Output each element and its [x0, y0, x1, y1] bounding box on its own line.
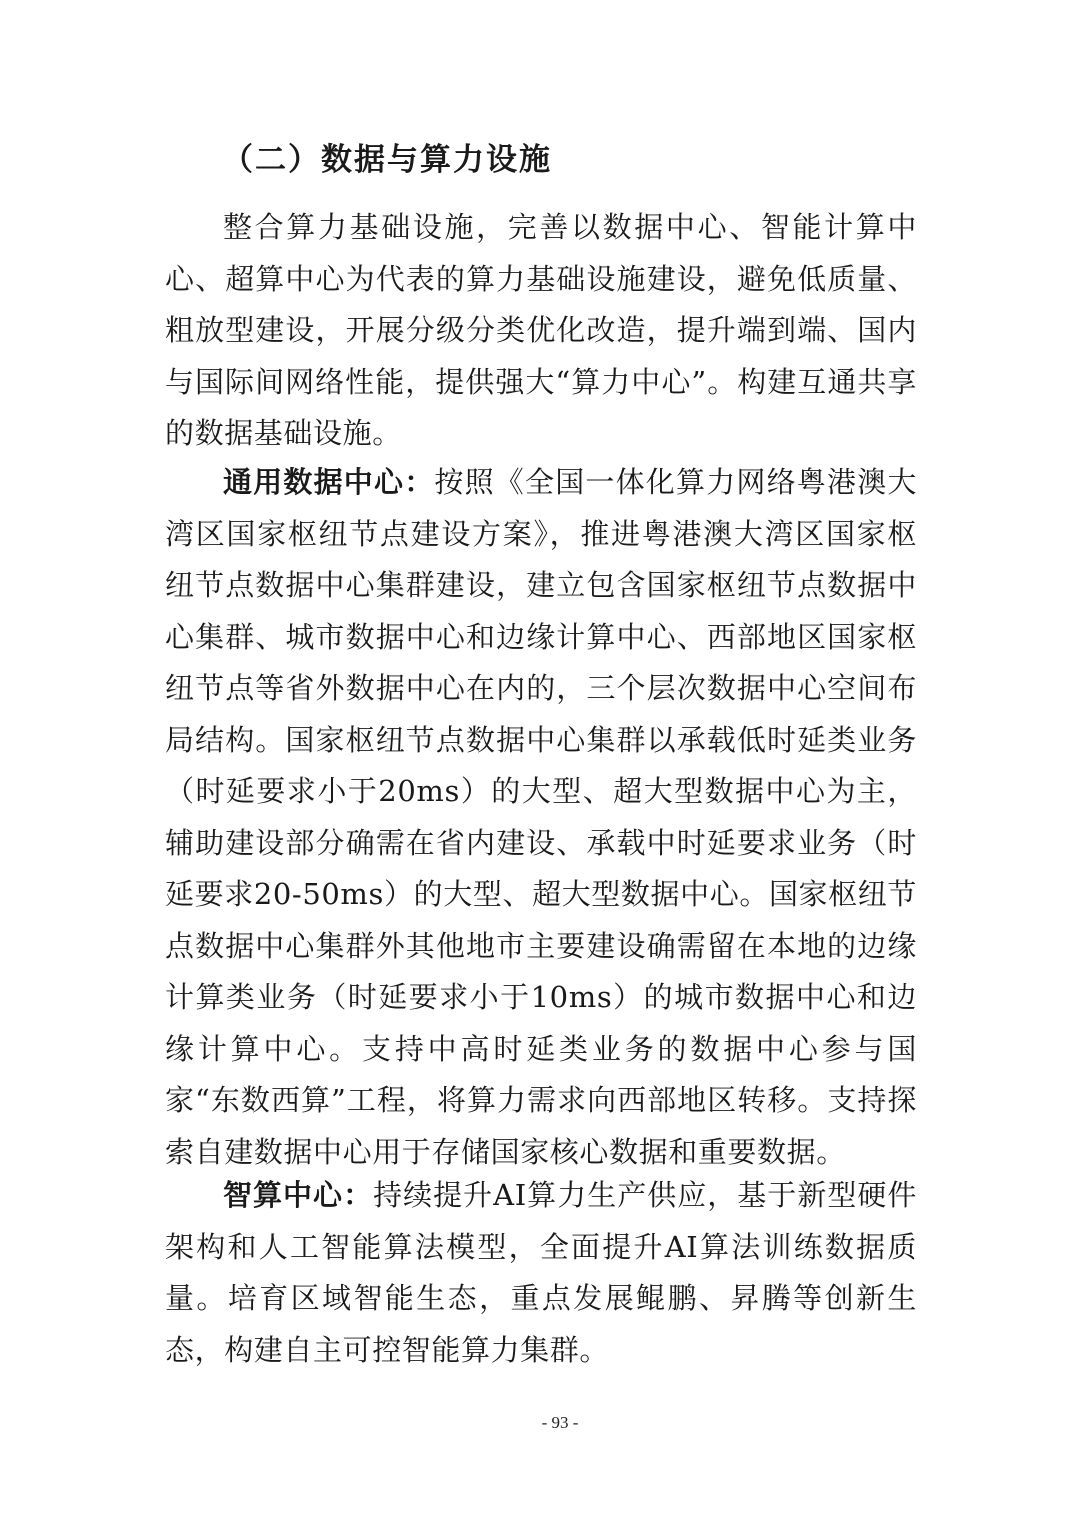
section-heading: （二）数据与算力设施 [222, 142, 552, 178]
paragraph-lead: 智算中心： [223, 1178, 374, 1212]
paragraph-text: 按照《全国一体化算力网络粤港澳大湾区国家枢纽节点建设方案》，推进粤港澳大湾区国家枢纽节点数据中心集群建设，建立包含国家枢纽节点数据中心集群、城市数据中心和边缘计算中心、西部地区国家枢纽节点等省外数据中心在内的，三个层次数据中心空间布局结构。国家枢纽节点数据中心集群以承载低时延类业务（时延要求小于20ms）的大型、超大型数据中心为主，辅助建设部分确需在省内建设、承载中时延要求业务（时延要求20-50ms）的大型、超大型数据中心。国家枢纽节点数据中心集群外其他地市主要建设确需留在本地的边缘计算类业务（时延要求小于10ms）的城市数据中心和边缘计算中心。支持中高时延类业务的数据中心参与国家“东数西算”工程，将算力需求向西部地区转移。支持探索自建数据中心用于存储国家核心数据和重要数据。 [165, 465, 917, 1169]
paragraph-text: 持续提升AI算力生产供应，基于新型硬件架构和人工智能算法模型，全面提升AI算法训练数据质量。培育区域智能生态，重点发展鲲鹏、昇腾等创新生态，构建自主可控智能算力集群。 [165, 1178, 917, 1367]
paragraph-text: 整合算力基础设施，完善以数据中心、智能计算中心、超算中心为代表的算力基础设施建设，避免低质量、粗放型建设，开展分级分类优化改造，提升端到端、国内与国际间网络性能，提供强大“算力中心”。构建互通共享的数据基础设施。 [165, 210, 917, 450]
paragraph-general-data-center [165, 457, 917, 1178]
paragraph-intelligent-computing-center [165, 1170, 917, 1376]
paragraph-lead: 通用数据中心： [223, 465, 435, 499]
paragraph-computing-infrastructure [165, 202, 917, 460]
page-number: - 93 - [541, 1413, 579, 1432]
